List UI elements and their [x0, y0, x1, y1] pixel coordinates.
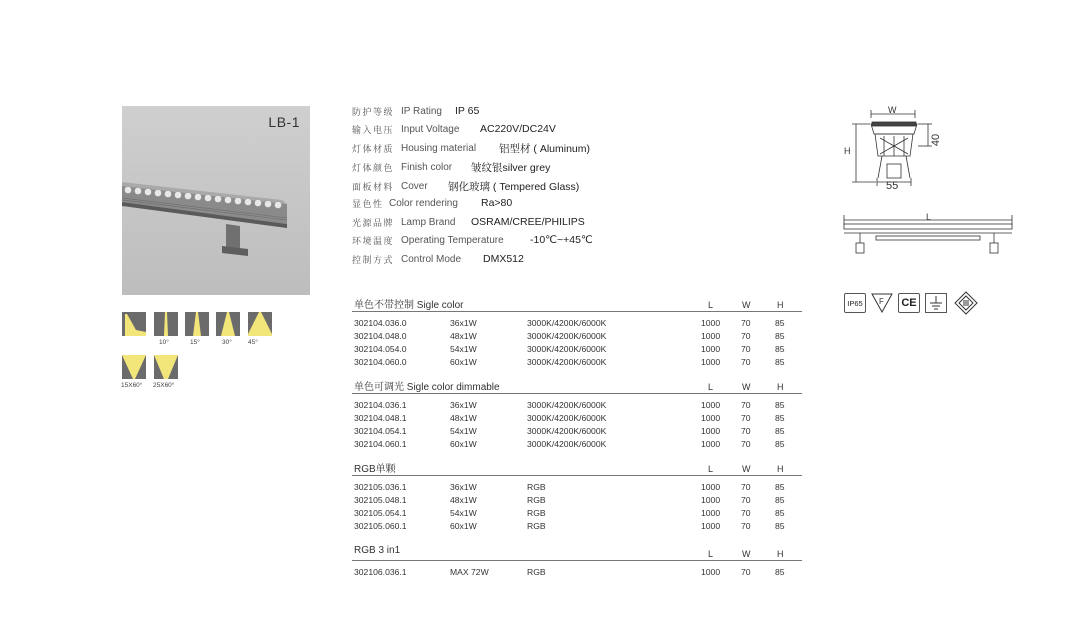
table-rule — [352, 560, 802, 561]
beam-15x60-icon — [122, 355, 146, 379]
cell-length: 1000 — [701, 439, 721, 449]
beam-45-icon — [248, 312, 272, 336]
spec-value: OSRAM/CREE/PHILIPS — [471, 216, 585, 228]
table-title: 单色可调光 Sigle color dimmable — [354, 382, 500, 393]
cell-length: 1000 — [701, 482, 721, 492]
cell-power: 36x1W — [450, 482, 477, 492]
cell-width: 70 — [741, 413, 751, 423]
cell-length: 1000 — [701, 426, 721, 436]
spec-value: 皱纹银silver grey — [471, 161, 551, 174]
cell-height: 85 — [775, 567, 785, 577]
cell-cct: 3000K/4200K/6000K — [527, 439, 607, 449]
table-header-w: W — [742, 549, 751, 559]
cell-cct: 3000K/4200K/6000K — [527, 344, 607, 354]
cell-code: 302104.036.1 — [354, 400, 407, 410]
spec-label-cn: 灯体颜色 — [352, 163, 395, 174]
table-header-l: L — [708, 382, 714, 392]
cell-height: 85 — [775, 413, 785, 423]
spec-label-en: Cover — [401, 180, 428, 192]
spec-housing-material — [352, 139, 590, 157]
table-header-h: H — [777, 300, 784, 310]
spec-label-en: Control Mode — [401, 253, 462, 265]
earth-ground-icon — [925, 293, 947, 313]
product-image — [122, 106, 310, 295]
spec-label-cn: 灯体材质 — [352, 144, 395, 155]
cell-power: 48x1W — [450, 413, 477, 423]
cell-code: 302105.060.1 — [354, 521, 407, 531]
cell-height: 85 — [775, 400, 785, 410]
cell-power: 48x1W — [450, 495, 477, 505]
cell-height: 85 — [775, 331, 785, 341]
cell-power: 60x1W — [450, 439, 477, 449]
cell-width: 70 — [741, 567, 751, 577]
ip65-icon — [844, 293, 866, 313]
table-header-l: L — [708, 549, 714, 559]
cell-height: 85 — [775, 495, 785, 505]
spec-value: 钢化玻璃 ( Tempered Glass) — [448, 180, 580, 193]
spec-value: IP 65 — [455, 105, 480, 117]
spec-value: DMX512 — [483, 253, 524, 265]
cell-code: 302105.048.1 — [354, 495, 407, 505]
beam-label-30: 30° — [222, 339, 232, 346]
spec-label-cn: 光源品牌 — [352, 218, 395, 229]
class-iii-icon — [954, 291, 978, 315]
beam-25x60-icon — [154, 355, 178, 379]
cell-power: 54x1W — [450, 508, 477, 518]
cell-width: 70 — [741, 357, 751, 367]
spec-lamp-brand — [352, 213, 585, 231]
dimension-drawing — [840, 102, 1030, 262]
ce-mark-icon — [898, 293, 920, 313]
beam-15-icon — [185, 312, 209, 336]
spec-value: Ra>80 — [481, 197, 513, 209]
cell-length: 1000 — [701, 318, 721, 328]
cell-cct: RGB — [527, 567, 546, 577]
beam-label-15x60: 15X60° — [121, 382, 143, 389]
beam-10-icon — [154, 312, 178, 336]
spec-label-cn: 输入电压 — [352, 125, 395, 136]
spec-label-en: Lamp Brand — [401, 216, 456, 228]
spec-color-rendering — [352, 194, 512, 212]
cell-width: 70 — [741, 508, 751, 518]
model-label: LB-1 — [268, 114, 300, 130]
beam-label-10: 10° — [159, 339, 169, 346]
table-header-h: H — [777, 464, 784, 474]
table-header-h: H — [777, 549, 784, 559]
cell-code: 302104.054.1 — [354, 426, 407, 436]
cell-cct: RGB — [527, 482, 546, 492]
cell-height: 85 — [775, 318, 785, 328]
spec-control-mode — [352, 250, 524, 268]
cell-cct: 3000K/4200K/6000K — [527, 318, 607, 328]
dim-w-value: 55 — [886, 180, 899, 192]
spec-label-cn: 显色性 — [352, 199, 384, 210]
beam-narrow-side-icon — [122, 312, 146, 336]
table-rule — [352, 475, 802, 476]
spec-label-cn: 面板材料 — [352, 182, 395, 193]
cell-width: 70 — [741, 400, 751, 410]
spec-label-cn: 控制方式 — [352, 255, 395, 266]
cell-width: 70 — [741, 482, 751, 492]
cell-power: 48x1W — [450, 331, 477, 341]
cell-height: 85 — [775, 508, 785, 518]
spec-input-voltage — [352, 120, 556, 138]
product-photo — [122, 106, 310, 295]
cell-power: 54x1W — [450, 426, 477, 436]
spec-label-en: Input Voltage — [401, 123, 460, 135]
cell-code: 302106.036.1 — [354, 567, 407, 577]
cell-cct: 3000K/4200K/6000K — [527, 413, 607, 423]
ce-mark-text: CE — [901, 297, 917, 309]
spec-label-cn: 防护等级 — [352, 107, 395, 118]
spec-ip-rating — [352, 102, 479, 120]
cell-power: 36x1W — [450, 318, 477, 328]
cell-length: 1000 — [701, 508, 721, 518]
table-header-w: W — [742, 300, 751, 310]
cell-length: 1000 — [701, 357, 721, 367]
cell-length: 1000 — [701, 344, 721, 354]
cell-width: 70 — [741, 344, 751, 354]
cell-width: 70 — [741, 426, 751, 436]
cell-length: 1000 — [701, 567, 721, 577]
spec-value: 铝型材 ( Aluminum) — [499, 142, 591, 155]
cell-cct: RGB — [527, 521, 546, 531]
spec-finish-color — [352, 158, 550, 176]
cell-height: 85 — [775, 344, 785, 354]
table-header-h: H — [777, 382, 784, 392]
cell-power: MAX 72W — [450, 567, 489, 577]
cell-code: 302105.036.1 — [354, 482, 407, 492]
table-header-l: L — [708, 464, 714, 474]
spec-label-cn: 环境温度 — [352, 236, 395, 247]
cell-width: 70 — [741, 331, 751, 341]
beam-label-45: 45° — [248, 339, 258, 346]
table-header-w: W — [742, 464, 751, 474]
dim-h-label: H — [844, 146, 851, 156]
cell-width: 70 — [741, 495, 751, 505]
table-title: 单色不带控制 Sigle color — [354, 300, 464, 311]
spec-cover — [352, 177, 579, 195]
cell-cct: 3000K/4200K/6000K — [527, 426, 607, 436]
cell-power: 60x1W — [450, 521, 477, 531]
beam-label-25x60: 25X60° — [153, 382, 175, 389]
cell-height: 85 — [775, 482, 785, 492]
beam-label-15: 15° — [190, 339, 200, 346]
cell-width: 70 — [741, 318, 751, 328]
cell-code: 302104.060.0 — [354, 357, 407, 367]
cell-cct: RGB — [527, 495, 546, 505]
cell-code: 302104.054.0 — [354, 344, 407, 354]
cell-width: 70 — [741, 439, 751, 449]
dim-h-value: 40 — [930, 133, 943, 147]
cell-length: 1000 — [701, 400, 721, 410]
cell-power: 54x1W — [450, 344, 477, 354]
f-mark-icon — [871, 293, 893, 313]
cell-power: 36x1W — [450, 400, 477, 410]
table-rule — [352, 311, 802, 312]
cell-length: 1000 — [701, 413, 721, 423]
spec-label-en: Housing material — [401, 142, 477, 154]
table-header-l: L — [708, 300, 714, 310]
spec-value: -10℃~+45℃ — [530, 234, 593, 246]
ip65-icon-text: IP65 — [847, 298, 863, 308]
cell-code: 302104.048.1 — [354, 413, 407, 423]
spec-label-en: Finish color — [401, 161, 453, 173]
dim-w-label: W — [888, 105, 897, 115]
cell-code: 302104.048.0 — [354, 331, 407, 341]
spec-label-en: IP Rating — [401, 105, 442, 117]
table-title: RGB单颗 — [354, 464, 396, 475]
cell-cct: 3000K/4200K/6000K — [527, 357, 607, 367]
cell-power: 60x1W — [450, 357, 477, 367]
cell-length: 1000 — [701, 331, 721, 341]
table-title: RGB 3 in1 — [354, 545, 401, 556]
spec-operating-temperature — [352, 231, 593, 249]
spec-value: AC220V/DC24V — [480, 123, 556, 135]
svg-text:F: F — [879, 297, 884, 306]
beam-30-icon — [216, 312, 240, 336]
cell-height: 85 — [775, 426, 785, 436]
dim-l-label: L — [926, 212, 932, 222]
spec-label-en: Color rendering — [389, 197, 458, 209]
cell-code: 302104.060.1 — [354, 439, 407, 449]
cell-code: 302105.054.1 — [354, 508, 407, 518]
spec-label-en: Operating Temperature — [401, 234, 504, 246]
table-rule — [352, 393, 802, 394]
cell-length: 1000 — [701, 521, 721, 531]
cell-height: 85 — [775, 439, 785, 449]
cell-length: 1000 — [701, 495, 721, 505]
cell-width: 70 — [741, 521, 751, 531]
cell-height: 85 — [775, 521, 785, 531]
cell-cct: 3000K/4200K/6000K — [527, 400, 607, 410]
cell-cct: RGB — [527, 508, 546, 518]
cell-height: 85 — [775, 357, 785, 367]
cell-code: 302104.036.0 — [354, 318, 407, 328]
table-header-w: W — [742, 382, 751, 392]
cell-cct: 3000K/4200K/6000K — [527, 331, 607, 341]
